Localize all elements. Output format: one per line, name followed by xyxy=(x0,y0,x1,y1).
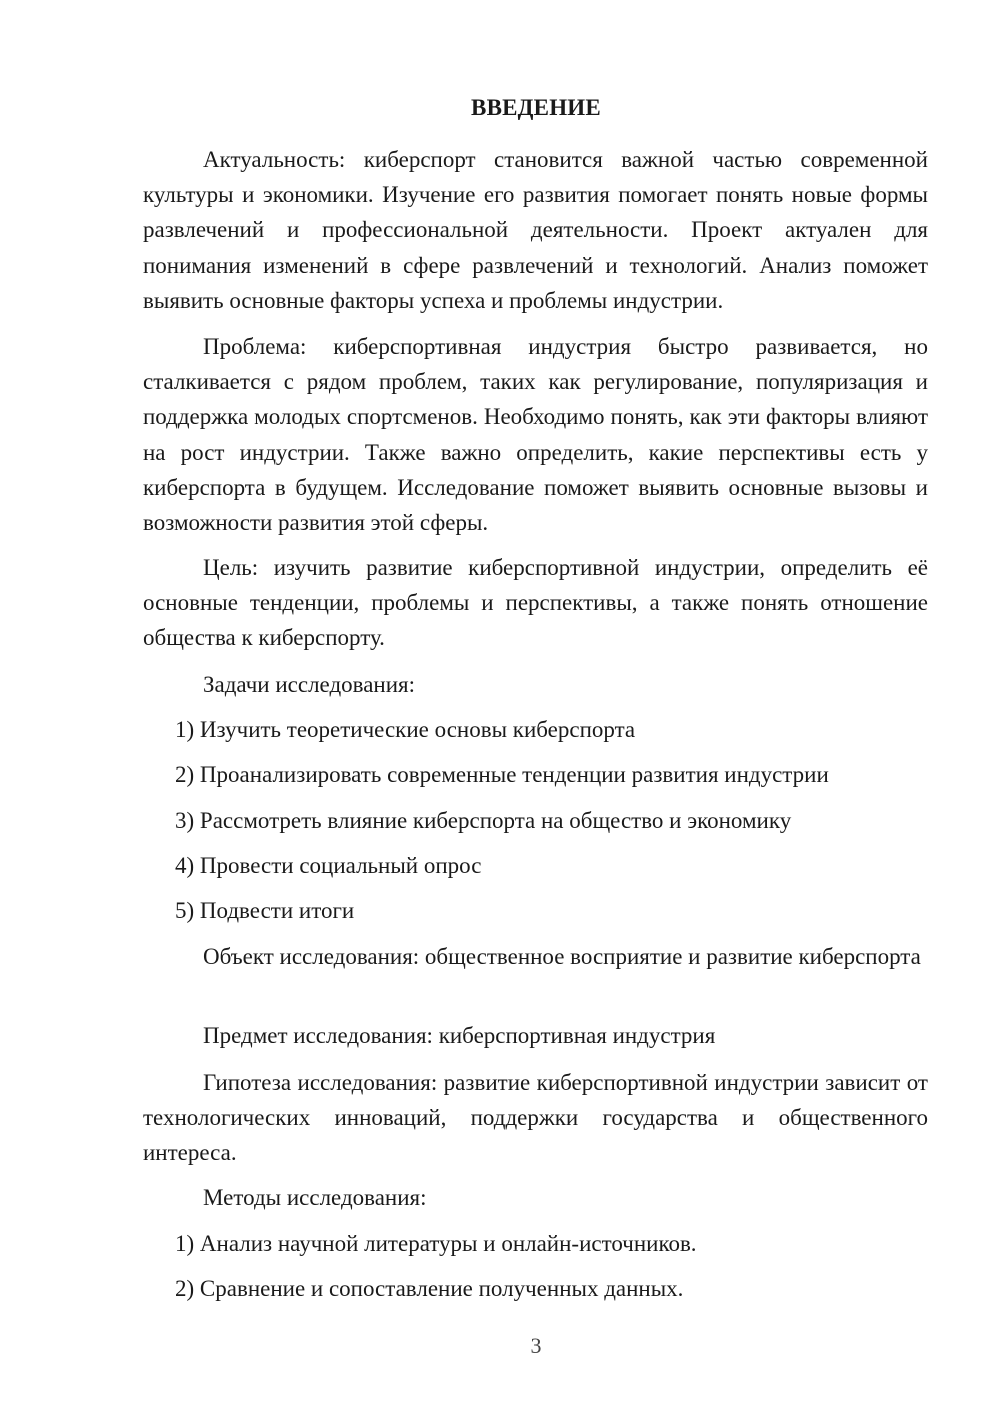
task-item: 1) Изучить теоретические основы киберспорта xyxy=(175,717,636,742)
task-item: 4) Провести социальный опрос xyxy=(175,853,482,878)
tasks-heading: Задачи исследования: xyxy=(203,672,416,697)
page-title: ВВЕДЕНИЕ xyxy=(471,95,601,120)
methods-heading: Методы исследования: xyxy=(203,1185,427,1210)
task-item: 2) Проанализировать современные тенденции развития индустрии xyxy=(175,762,829,787)
hypothesis-paragraph: Гипотеза исследования: развитие киберспортивной индустрии зависит от технологических инноваций, поддержки государства и общественного интереса. xyxy=(143,1070,928,1166)
object-paragraph: Объект исследования: общественное восприятие и развитие киберспорта xyxy=(203,944,921,969)
goal-paragraph: Цель: изучить развитие киберспортивной индустрии, определить её основные тенденции, проблемы и перспективы, а также понять отношение общества к киберспорту. xyxy=(143,555,928,651)
subject-line: Предмет исследования: киберспортивная индустрия xyxy=(203,1023,716,1048)
page-number: 3 xyxy=(530,1333,542,1358)
method-item: 2) Сравнение и сопоставление полученных данных. xyxy=(175,1276,684,1301)
task-item: 3) Рассмотреть влияние киберспорта на общество и экономику xyxy=(175,808,792,833)
problem-paragraph: Проблема: киберспортивная индустрия быстро развивается, но сталкивается с рядом проблем, таких как регулирование, популяризация и поддержка молодых спортсменов. Необходимо понять, как эти факторы влияют на рост индустрии. Также важно определить, какие перспективы есть у киберспорта в будущем. Исследование поможет выявить основные вызовы и возможности развития этой сферы. xyxy=(143,334,928,536)
task-item: 5) Подвести итоги xyxy=(175,898,355,923)
method-item: 1) Анализ научной литературы и онлайн-источников. xyxy=(175,1231,697,1256)
relevance-paragraph: Актуальность: киберспорт становится важной частью современной культуры и экономики. Изучение его развития помогает понять новые формы развлечений и профессиональной деятельности. Проект актуален для понимания изменений в сфере развлечений и технологий. Анализ поможет выявить основные факторы успеха и проблемы индустрии. xyxy=(143,147,928,313)
